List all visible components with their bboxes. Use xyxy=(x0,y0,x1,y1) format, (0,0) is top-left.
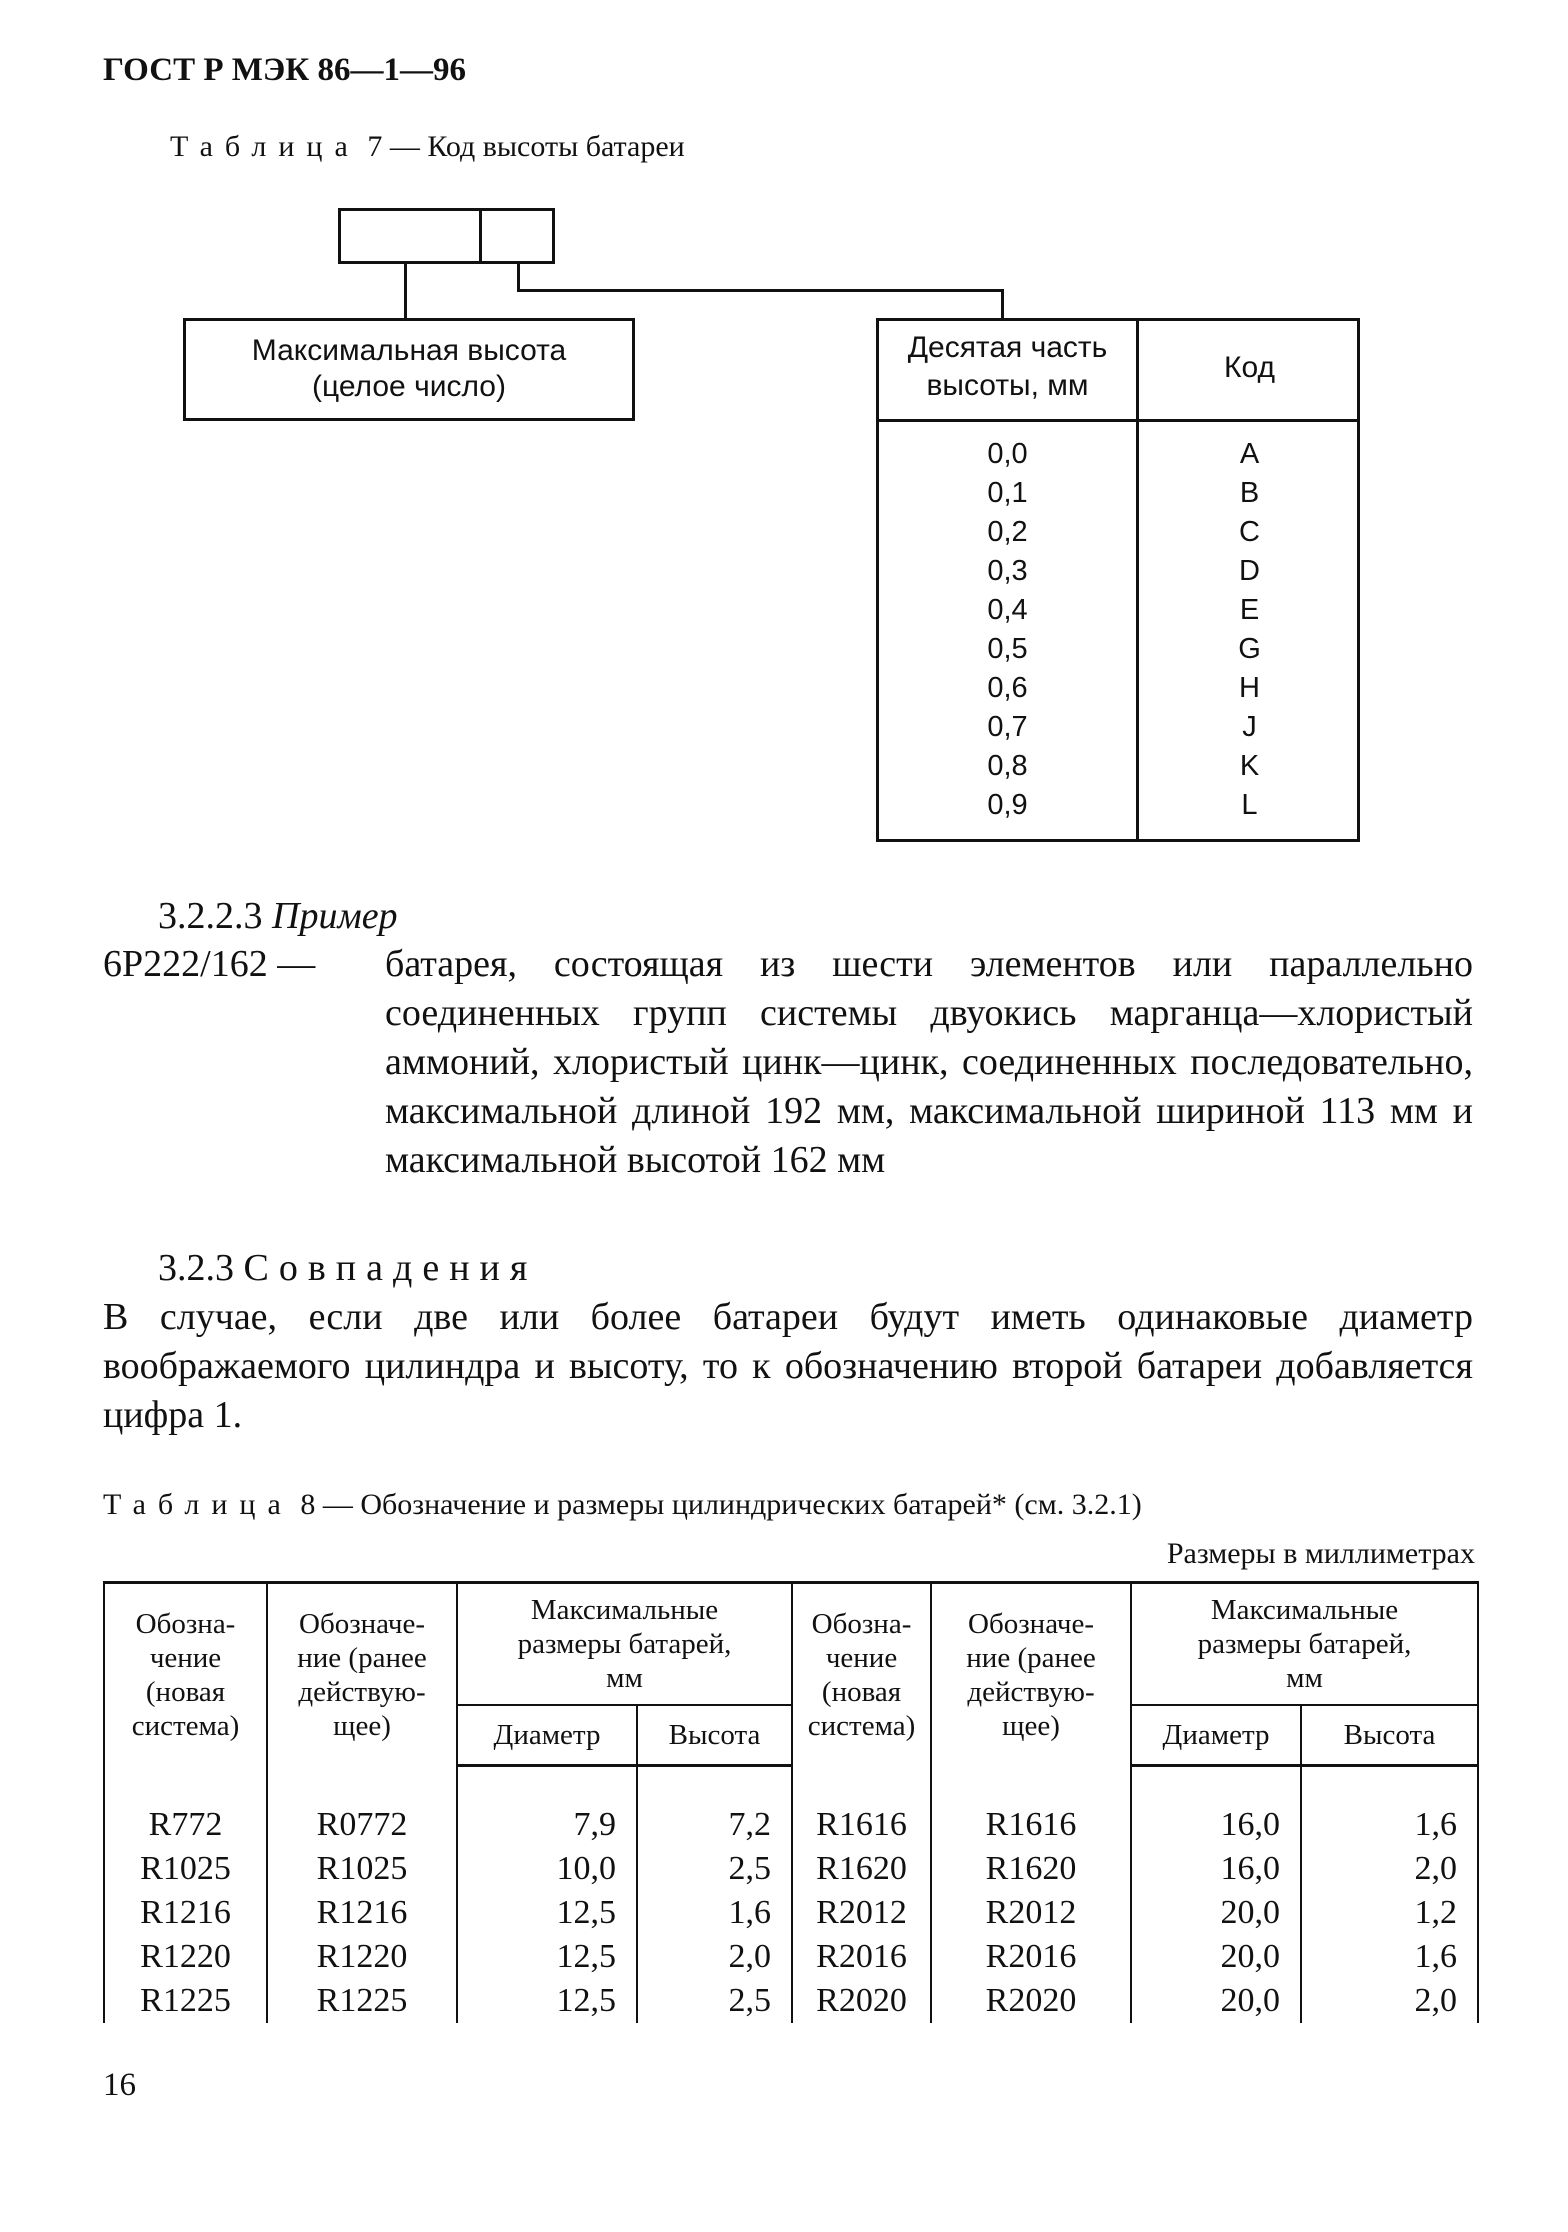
header-height: Высота xyxy=(637,1705,792,1766)
height-cell: 2,5 xyxy=(637,1979,792,2023)
table8-caption xyxy=(103,1488,1142,1522)
header-line: (новая xyxy=(145,1675,226,1708)
height-cell: 2,0 xyxy=(1301,1847,1478,1891)
old-designation-cell: R1216 xyxy=(267,1891,457,1935)
new-designation-cell: R1225 xyxy=(104,1979,267,2023)
example-section-number: 3.2.2.3 xyxy=(158,895,263,937)
height-cell: 7,2 xyxy=(637,1803,792,1847)
new-designation-cell: R772 xyxy=(104,1803,267,1847)
diameter-cell: 16,0 xyxy=(1131,1803,1301,1847)
coincidence-section-number: 3.2.3 xyxy=(158,1247,234,1289)
header-line: действую- xyxy=(967,1675,1095,1708)
header-old-designation-2 xyxy=(931,1583,1131,1766)
header-line: Максимальные xyxy=(530,1594,719,1626)
header-line: Максимальные xyxy=(1210,1594,1399,1626)
example-section-title: Пример xyxy=(272,895,398,937)
header-line: действую- xyxy=(298,1675,426,1708)
tenth-of-height-header xyxy=(879,329,1136,405)
code-letter: K xyxy=(1239,750,1260,782)
header-diameter: Диаметр xyxy=(457,1705,637,1766)
table8-units: Размеры в миллиметрах xyxy=(1166,1537,1475,1570)
table-row xyxy=(104,1891,1478,1935)
tenth-value: 0,8 xyxy=(987,750,1028,782)
header-new-designation-2 xyxy=(792,1583,931,1766)
diameter-cell: 12,5 xyxy=(457,1935,637,1979)
header-line: система) xyxy=(807,1709,916,1742)
header-max-dimensions xyxy=(457,1583,792,1706)
code-letter: G xyxy=(1238,633,1261,665)
diameter-cell: 12,5 xyxy=(457,1979,637,2023)
old-designation-cell: R1616 xyxy=(931,1803,1131,1847)
tenth-value: 0,5 xyxy=(987,633,1028,665)
coincidence-paragraph: В случае, если две или более батареи будут иметь одинаковые диаметр воображаемого цилиндра и высоту, то к обозначению второй батареи добавляется цифра 1. xyxy=(103,1296,1473,1436)
max-height-label-line1: Максимальная высота xyxy=(251,334,567,367)
header-line: (новая xyxy=(821,1675,902,1708)
header-line: ние (ранее xyxy=(297,1641,427,1674)
table7-caption-title: 7 — Код высоты батареи xyxy=(367,130,685,163)
height-cell: 1,2 xyxy=(1301,1891,1478,1935)
code-letter: A xyxy=(1239,438,1260,470)
new-designation-cell: R1620 xyxy=(792,1847,931,1891)
old-designation-cell: R1025 xyxy=(267,1847,457,1891)
coincidence-section-title: Совпадения xyxy=(243,1247,538,1289)
tenth-values-column xyxy=(879,435,1136,825)
example-heading xyxy=(158,892,398,941)
codes-column xyxy=(1139,435,1360,825)
header-max-dimensions-2 xyxy=(1131,1583,1478,1706)
code-letter: B xyxy=(1239,477,1260,509)
header-line: Обозначе- xyxy=(968,1607,1095,1640)
diameter-cell: 10,0 xyxy=(457,1847,637,1891)
header-line: щее) xyxy=(333,1709,391,1742)
height-cell: 2,5 xyxy=(637,1847,792,1891)
header-line: ние (ранее xyxy=(966,1641,1096,1674)
table7-caption xyxy=(170,130,685,164)
tenth-value: 0,2 xyxy=(987,516,1028,548)
header-line: система) xyxy=(131,1709,240,1742)
old-designation-cell: R2016 xyxy=(931,1935,1131,1979)
connector-line-right-up xyxy=(517,262,520,292)
tenth-value: 0,7 xyxy=(987,711,1028,743)
old-designation-cell: R1220 xyxy=(267,1935,457,1979)
code-letter: E xyxy=(1239,594,1260,626)
example-designation: 6P222/162 — xyxy=(103,943,316,985)
coincidence-heading xyxy=(158,1244,537,1293)
new-designation-cell: R1220 xyxy=(104,1935,267,1979)
table8-caption-prefix: Таблица xyxy=(103,1488,293,1521)
diameter-cell: 20,0 xyxy=(1131,1891,1301,1935)
tenth-value: 0,1 xyxy=(987,477,1028,509)
tenth-header-line1: Десятая часть xyxy=(907,331,1108,364)
header-line: мм xyxy=(1286,1662,1323,1694)
connector-line-right-down xyxy=(1001,289,1004,320)
cylindrical-batteries-table xyxy=(103,1581,1479,2023)
tenth-header-line2: высоты, мм xyxy=(926,369,1089,402)
old-designation-cell: R1620 xyxy=(931,1847,1131,1891)
old-designation-cell: R2012 xyxy=(931,1891,1131,1935)
header-new-designation xyxy=(104,1583,267,1766)
table8-caption-title: 8 — Обозначение и размеры цилиндрических батарей* (см. 3.2.1) xyxy=(300,1488,1142,1521)
height-cell: 1,6 xyxy=(637,1891,792,1935)
tenth-value: 0,9 xyxy=(987,789,1028,821)
tenth-digit-box xyxy=(479,208,555,264)
document-header: ГОСТ Р МЭК 86—1—96 xyxy=(103,52,466,88)
new-designation-cell: R2020 xyxy=(792,1979,931,2023)
table-row xyxy=(104,1803,1478,1847)
table-row xyxy=(104,1935,1478,1979)
header-line: Обозна- xyxy=(811,1607,912,1640)
diameter-cell: 20,0 xyxy=(1131,1935,1301,1979)
code-table-header-divider xyxy=(879,419,1357,422)
max-height-label-line2: (целое число) xyxy=(312,370,506,403)
header-line: размеры батарей, xyxy=(1197,1628,1412,1660)
diameter-cell: 20,0 xyxy=(1131,1979,1301,2023)
new-designation-cell: R2012 xyxy=(792,1891,931,1935)
new-designation-cell: R1616 xyxy=(792,1803,931,1847)
header-line: Обозначе- xyxy=(299,1607,425,1640)
header-line: мм xyxy=(606,1662,643,1694)
diameter-cell: 12,5 xyxy=(457,1891,637,1935)
header-line: щее) xyxy=(1002,1709,1060,1742)
integer-digit-box xyxy=(338,208,482,264)
header-line: чение xyxy=(149,1641,222,1674)
code-letter: L xyxy=(1241,789,1258,821)
max-height-box xyxy=(183,318,635,421)
example-description: батарея, состоящая из шести элементов или параллельно соединенных групп системы двуокись марганца—хлористый аммоний, хлористый цинк—цинк, соединенных последовательно, максимальной длиной 192 мм, максимальной шириной 113 мм и максимальной высотой 162 мм xyxy=(385,943,1473,1181)
code-letter: D xyxy=(1239,555,1260,587)
height-cell: 2,0 xyxy=(637,1935,792,1979)
tenth-value: 0,4 xyxy=(987,594,1028,626)
header-diameter-2: Диаметр xyxy=(1131,1705,1301,1766)
tenth-value: 0,6 xyxy=(987,672,1028,704)
code-letter: J xyxy=(1242,711,1257,743)
height-cell: 2,0 xyxy=(1301,1979,1478,2023)
old-designation-cell: R0772 xyxy=(267,1803,457,1847)
page-number: 16 xyxy=(103,2067,136,2103)
new-designation-cell: R2016 xyxy=(792,1935,931,1979)
header-line: размеры батарей, xyxy=(517,1628,732,1660)
height-cell: 1,6 xyxy=(1301,1935,1478,1979)
height-code-table xyxy=(876,318,1360,842)
table7-caption-prefix: Таблица xyxy=(170,130,360,163)
tenth-value: 0,0 xyxy=(987,438,1028,470)
code-letter: H xyxy=(1239,672,1260,704)
old-designation-cell: R2020 xyxy=(931,1979,1131,2023)
diameter-cell: 7,9 xyxy=(457,1803,637,1847)
table-row xyxy=(104,1847,1478,1891)
connector-line-horizontal xyxy=(517,289,1004,292)
new-designation-cell: R1216 xyxy=(104,1891,267,1935)
old-designation-cell: R1225 xyxy=(267,1979,457,2023)
new-designation-cell: R1025 xyxy=(104,1847,267,1891)
diameter-cell: 16,0 xyxy=(1131,1847,1301,1891)
code-letter: C xyxy=(1239,516,1260,548)
table-row xyxy=(104,1979,1478,2023)
code-header: Код xyxy=(1223,351,1275,384)
header-height-2: Высота xyxy=(1301,1705,1478,1766)
height-cell: 1,6 xyxy=(1301,1803,1478,1847)
tenth-value: 0,3 xyxy=(987,555,1028,587)
connector-line-left xyxy=(404,262,407,320)
header-line: Обозна- xyxy=(135,1607,236,1640)
header-old-designation xyxy=(267,1583,457,1766)
header-line: чение xyxy=(825,1641,898,1674)
